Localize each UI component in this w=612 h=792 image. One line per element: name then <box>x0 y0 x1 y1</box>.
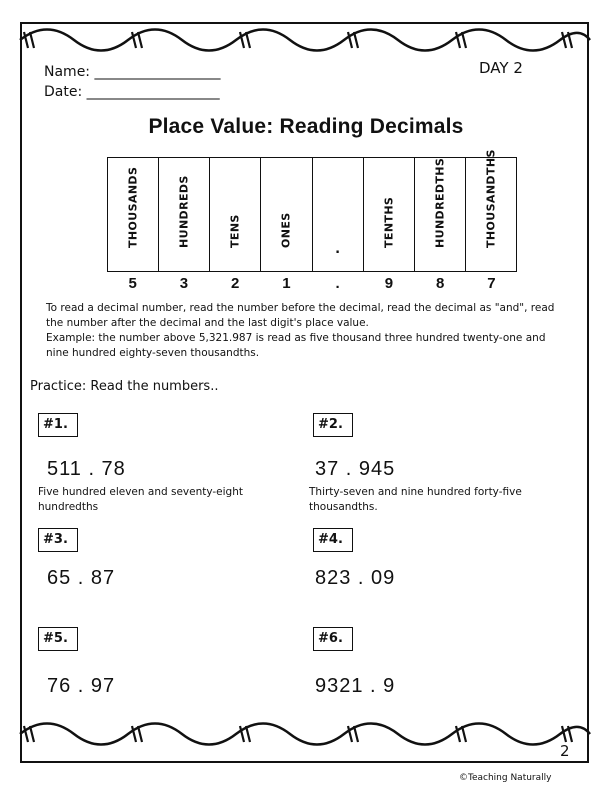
problem-1-label: #1. <box>38 413 78 437</box>
problem-2-answer[interactable]: Thirty-seven and nine hundred forty-five thousandths. <box>309 486 522 513</box>
name-field[interactable]: Name: __________________ <box>44 64 221 80</box>
pv-column-thousands <box>108 158 159 272</box>
pv-label-thousandths: THOUSANDTHS <box>484 149 498 248</box>
pv-label-hundreds: HUNDREDS <box>177 175 191 248</box>
problem-3-label: #3. <box>38 528 78 552</box>
pv-label-hundredths: HUNDREDTHS <box>433 157 447 248</box>
page-number: 2 <box>560 742 570 760</box>
problem-6-label: #6. <box>313 627 353 651</box>
problem-5-label: #5. <box>38 627 78 651</box>
digit-hundredths: 8 <box>435 275 445 292</box>
problem-1-answer[interactable]: Five hundred eleven and seventy-eight hundredths <box>38 486 243 513</box>
problem-2-number: 37 . 945 <box>315 458 396 480</box>
date-field[interactable]: Date: ___________________ <box>44 84 220 100</box>
page-title: Place Value: Reading Decimals <box>148 115 464 138</box>
pv-column-hundreds <box>159 158 210 272</box>
day-label: DAY 2 <box>479 59 523 77</box>
digit-ones: 1 <box>282 275 291 292</box>
digit-decimal-point: . <box>335 275 340 292</box>
instructions-rule: To read a decimal number, read the number before the decimal, read the decimal as "and", read the number after the decimal and the last digit's place value. <box>46 302 555 329</box>
bottom-wave-border <box>14 712 596 756</box>
pv-column-decimal <box>312 158 363 272</box>
top-wave-border <box>14 18 596 62</box>
pv-label-tens: TENS <box>228 214 242 248</box>
pv-column-thousandths <box>465 149 516 272</box>
pv-column-ones <box>261 158 312 272</box>
problem-5-number: 76 . 97 <box>47 675 116 697</box>
pv-label-decimal: . <box>335 242 341 257</box>
digit-tens: 2 <box>230 275 240 292</box>
digit-hundreds: 3 <box>179 275 189 292</box>
pv-column-tens <box>210 158 261 272</box>
pv-label-ones: ONES <box>279 212 293 248</box>
pv-column-tenths <box>363 158 414 272</box>
copyright-credit: ©Teaching Naturally <box>459 773 552 783</box>
problem-3-number: 65 . 87 <box>47 567 116 589</box>
pv-label-tenths: TENTHS <box>382 196 396 248</box>
practice-heading: Practice: Read the numbers.. <box>30 379 219 394</box>
problem-1-number: 511 . 78 <box>47 458 126 480</box>
problem-2-label: #2. <box>313 413 353 437</box>
place-value-chart <box>107 149 517 272</box>
pv-column-hundredths <box>414 158 465 272</box>
place-value-digits <box>107 275 517 292</box>
problem-4-number: 823 . 09 <box>315 567 396 589</box>
digit-thousands: 5 <box>128 275 137 292</box>
problem-6-number: 9321 . 9 <box>315 675 396 697</box>
instructions <box>46 301 566 361</box>
instructions-example: Example: the number above 5,321.987 is read as five thousand three hundred twenty-one and nine hundred eighty-seven thousandths. <box>46 332 546 359</box>
digit-thousandths: 7 <box>487 275 496 292</box>
digit-tenths: 9 <box>384 275 394 292</box>
pv-label-thousands: THOUSANDS <box>126 166 140 248</box>
problem-4-label: #4. <box>313 528 353 552</box>
